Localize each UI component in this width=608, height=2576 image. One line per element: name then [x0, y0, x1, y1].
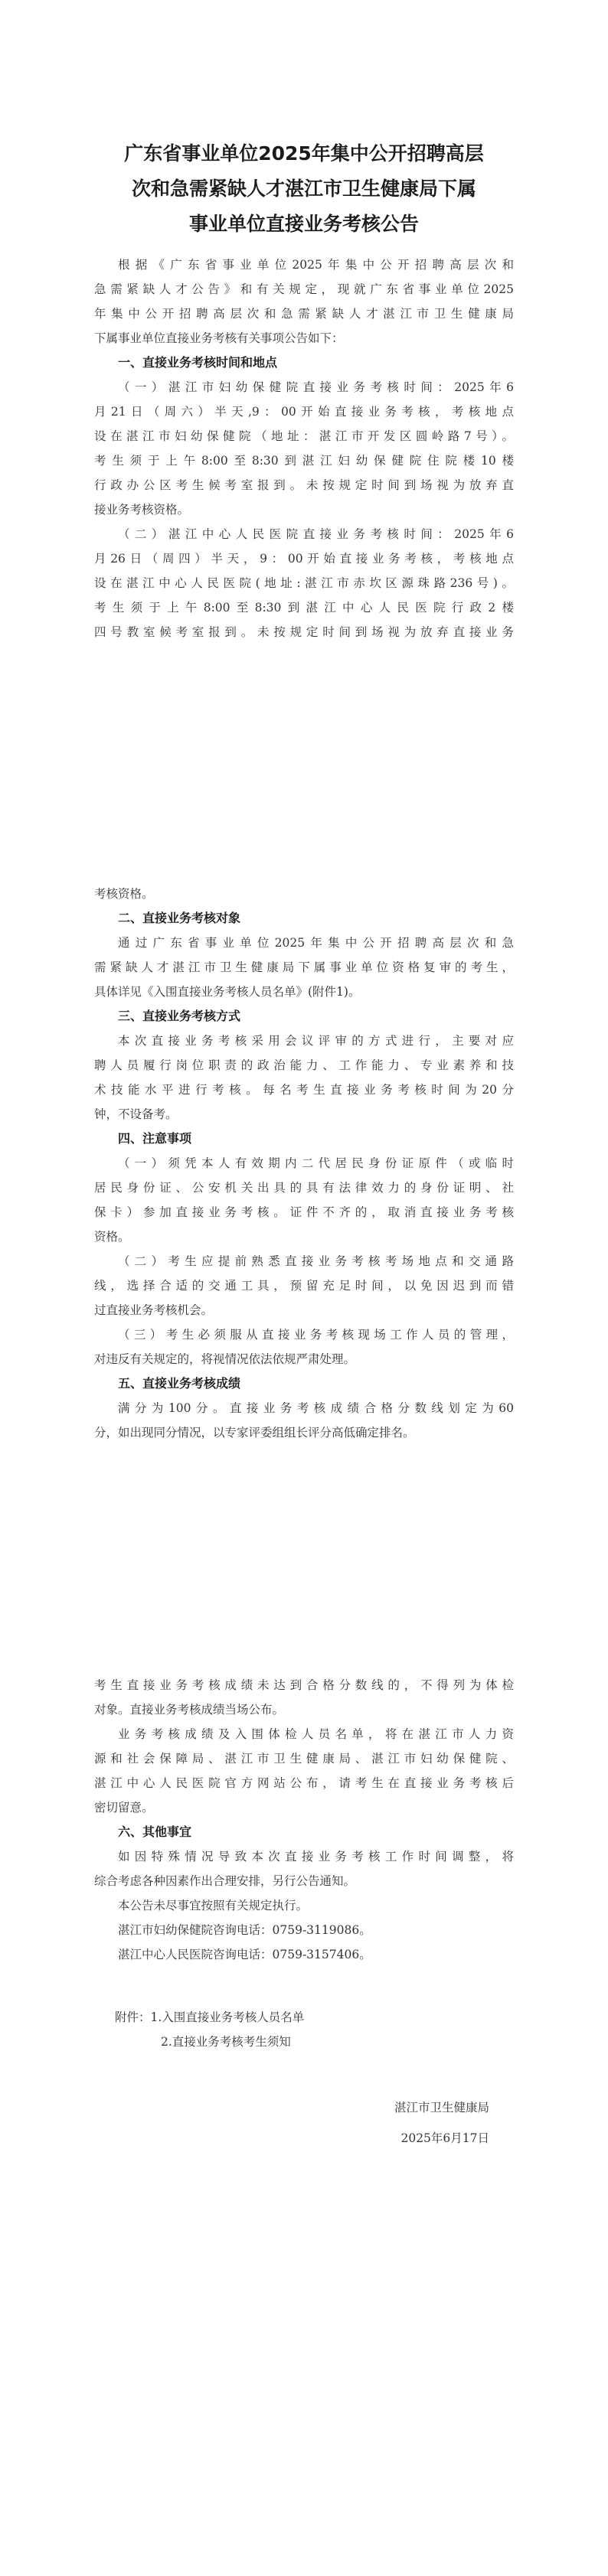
section-heading-time-place: 一、直接业务考核时间和地点: [118, 355, 278, 370]
text-line: 对违反有关规定的，将视情况依法依规严肃处理。: [94, 1352, 356, 1366]
paragraph-scores-tail: [94, 1673, 514, 1722]
text-line: 过直接业务考核机会。: [94, 1303, 214, 1317]
text-line: 线，选择合适的交通工具，预留充足时间，以免因迟到而错: [94, 1279, 514, 1293]
text-line: 月26日（周四）半天，9：00开始直接业务考核，考核地点: [94, 552, 514, 566]
text-line: 月21日（周六）半天,9：00开始直接业务考核，考核地点: [94, 405, 514, 419]
text-line: 根据《广东省事业单位2025年集中公开招聘高层次和: [118, 258, 514, 272]
text-line: 资格。: [94, 1230, 130, 1244]
paragraph-other: [94, 1844, 514, 1967]
text-line: （二）湛江中心人民医院直接业务考核时间：2025年6: [118, 527, 514, 541]
paragraph-notes-1: [94, 1151, 514, 1249]
notice-title: [90, 136, 518, 242]
text-line: 居民身份证、公安机关出具的具有法律效力的身份证明、社: [94, 1181, 514, 1195]
text-line: 下属事业单位直接业务考核有关事项公告如下：: [94, 331, 344, 345]
text-line: 本公告未尽事宜按照有关规定执行。: [118, 1899, 309, 1912]
text-line: 年集中公开招聘高层次和急需紧缺人才湛江市卫生健康局: [94, 307, 514, 321]
paragraph-venue-2-tail: [94, 882, 514, 906]
text-line: 湛江中心人民医院官方网站公布，请考生在直接业务考核后: [94, 1776, 514, 1790]
attachments: [115, 2005, 534, 2054]
issuing-organization: 湛江市卫生健康局: [394, 2101, 489, 2115]
paragraph-venue-1: [94, 375, 514, 522]
text-line: 对象。直接业务考核成绩当场公布。: [94, 1703, 285, 1717]
text-line: 设在湛江市妇幼保健院（地址：湛江市开发区圆岭路7号）。: [94, 429, 514, 443]
section-heading-notes: 四、注意事项: [118, 1131, 192, 1146]
title-line-1: 广东省事业单位2025年集中公开招聘高层: [124, 142, 484, 165]
text-line: 分，如出现同分情况，以专家评委组组长评分高低确定排名。: [94, 1426, 415, 1440]
text-line: 密切留意。: [94, 1801, 154, 1815]
paragraph-candidates: [94, 931, 514, 1004]
text-line: 业务考核成绩及入围体检人员名单，将在湛江市人力资: [118, 1727, 514, 1741]
title-line-3: 事业单位直接业务考核公告: [188, 213, 419, 235]
section-heading-method: 三、直接业务考核方式: [118, 1009, 241, 1023]
paragraph-scores: [94, 1396, 514, 1445]
text-line: 聘人员履行岗位职责的政治能力、工作能力、专业素养和技: [94, 1058, 514, 1072]
text-line: 设在湛江中心人民医院(地址:湛江市赤坎区源珠路236号)。: [94, 576, 514, 590]
issue-date: 2025年6月17日: [400, 2131, 489, 2145]
section-heading-candidates: 二、直接业务考核对象: [118, 911, 241, 925]
text-line: 接业务考核资格。: [94, 503, 190, 517]
text-line: 如因特殊情况导致本次直接业务考核工作时间调整，将: [118, 1850, 514, 1864]
text-line: 源和社会保障局、湛江市卫生健康局、湛江市妇幼保健院、: [94, 1752, 514, 1766]
text-line: 四号教室候考室报到。未按规定时间到场视为放弃直接业务: [94, 625, 514, 639]
contact-phone-central-hospital: 湛江中心人民医院咨询电话：0759-3157406。: [118, 1948, 371, 1961]
attachment-item-1: 附件：1.入围直接业务考核人员名单: [115, 2010, 305, 2024]
text-line: 急需紧缺人才公告》和有关规定，现就广东省事业单位2025: [94, 282, 514, 296]
text-line: 满分为100分。直接业务考核成绩合格分数线划定为60: [118, 1401, 514, 1415]
paragraph-venue-2: [94, 522, 514, 644]
text-line: 钟，不设备考。: [94, 1107, 178, 1121]
intro-paragraph: [94, 253, 514, 351]
attachment-item-2: 2.直接业务考核考生须知: [161, 2035, 291, 2049]
title-line-2: 次和急需紧缺人才湛江市卫生健康局下属: [131, 178, 476, 200]
text-line: 通过广东省事业单位2025年集中公开招聘高层次和急: [118, 936, 514, 950]
text-line: （一）湛江市妇幼保健院直接业务考核时间：2025年6: [118, 380, 514, 394]
text-line: （三）考生必须服从直接业务考核现场工作人员的管理，: [118, 1328, 514, 1342]
text-line: （二）考生应提前熟悉直接业务考核考场地点和交通路: [118, 1254, 514, 1268]
text-line: 需紧缺人才湛江市卫生健康局下属事业单位资格复审的考生，: [94, 960, 514, 974]
text-line: （一）须凭本人有效期内二代居民身份证原件（或临时: [118, 1156, 514, 1170]
text-line: 保卡）参加直接业务考核。证件不齐的，取消直接业务考核: [94, 1205, 514, 1219]
section-heading-other: 六、其他事宜: [118, 1824, 192, 1839]
text-line: 考生直接业务考核成绩未达到合格分数线的，不得列为体检: [94, 1678, 514, 1692]
paragraph-method: [94, 1029, 514, 1127]
text-line: 本次直接业务考核采用会议评审的方式进行，主要对应: [118, 1034, 514, 1048]
text-line: 考生须于上午8:00至8:30到湛江中心人民医院行政2楼: [94, 601, 514, 615]
section-heading-scores: 五、直接业务考核成绩: [118, 1376, 241, 1391]
paragraph-scores-publish: [94, 1722, 514, 1820]
text-line: 具体详见《入围直接业务考核人员名单》(附件1)。: [94, 985, 361, 999]
contact-phone-maternity: 湛江市妇幼保健院咨询电话：0759-3119086。: [118, 1923, 371, 1937]
text-line: 术技能水平进行考核。每名考生直接业务考核时间为20分: [94, 1083, 514, 1097]
text-line: 考核资格。: [94, 887, 154, 901]
text-line: 考生须于上午8:00至8:30到湛江妇幼保健院住院楼10楼: [94, 454, 514, 468]
paragraph-notes-3: [94, 1322, 514, 1371]
text-line: 综合考虑各种因素作出合理安排，另行公告通知。: [94, 1874, 356, 1888]
paragraph-notes-2: [94, 1249, 514, 1322]
text-line: 行政办公区考生候考室报到。未按规定时间到场视为放弃直: [94, 478, 514, 492]
